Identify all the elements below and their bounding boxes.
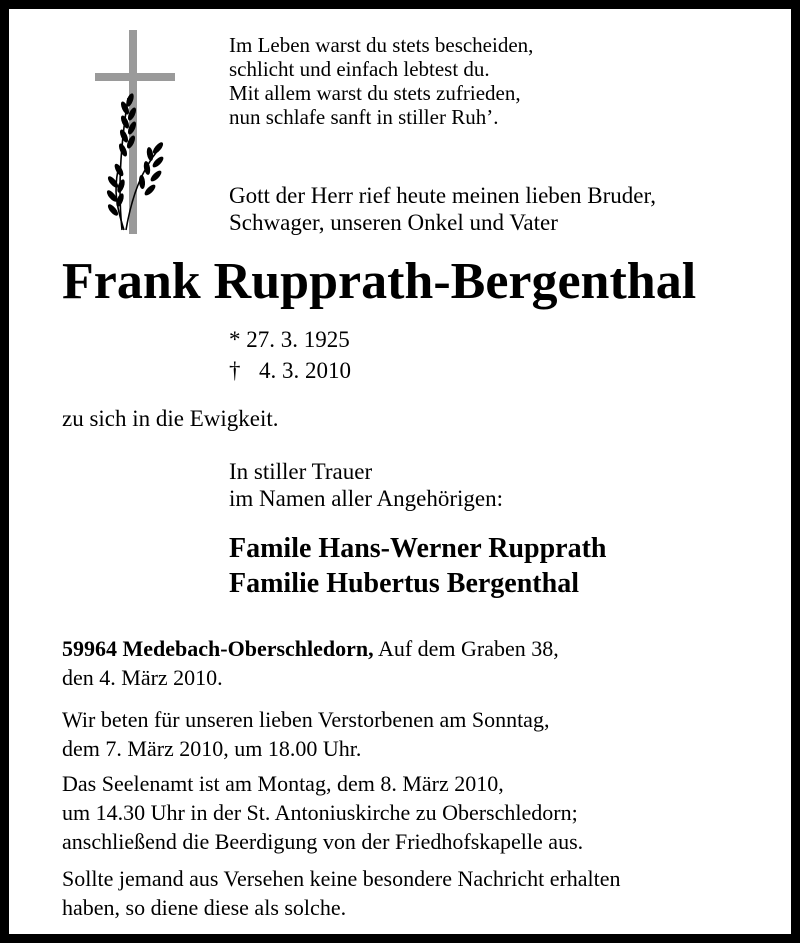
families-block <box>229 531 606 601</box>
death-date: 4. 3. 2010 <box>259 358 351 383</box>
family-name: Familie Hubertus Bergenthal <box>229 568 579 599</box>
poem-line: schlicht und einfach lebtest du. <box>229 57 490 81</box>
notice-note <box>62 864 621 922</box>
family-name: Famile Hans-Werner Rupprath <box>229 533 607 564</box>
note-line: Sollte jemand aus Versehen keine besondere Nachricht erhalten <box>62 866 621 891</box>
dagger-symbol: † <box>229 358 241 383</box>
mourning-line: In stiller Trauer <box>229 459 373 484</box>
address-place: 59964 Medebach-Oberschledorn, <box>62 636 374 661</box>
mourning-text <box>229 458 503 512</box>
birth-date: * 27. 3. 1925 <box>229 327 350 352</box>
note-line: haben, so diene diese als solche. <box>62 895 347 920</box>
address-block <box>62 634 559 692</box>
address-street: Auf dem Graben 38, <box>377 636 559 661</box>
intro-text <box>229 182 656 236</box>
intro-line: Schwager, unseren Onkel und Vater <box>229 210 558 235</box>
prayer-note <box>62 705 549 763</box>
address-date: den 4. März 2010. <box>62 665 223 690</box>
poem-line: Im Leben warst du stets bescheiden, <box>229 33 534 57</box>
requiem-note <box>62 769 583 856</box>
note-line: anschließend die Beerdigung von der Friedhofskapelle aus. <box>62 829 584 854</box>
mourning-line: im Namen aller Angehörigen: <box>229 486 504 511</box>
poem-line: Mit allem warst du stets zufrieden, <box>229 81 521 105</box>
note-line: Das Seelenamt ist am Montag, dem 8. März 2010, <box>62 771 504 796</box>
intro-line: Gott der Herr rief heute meinen lieben Bruder, <box>229 183 656 208</box>
eternity-line: zu sich in die Ewigkeit. <box>62 406 279 431</box>
poem-verse <box>229 33 533 129</box>
poem-line: nun schlafe sanft in stiller Ruh’. <box>229 105 499 129</box>
life-dates <box>229 324 351 386</box>
deceased-name: Frank Rupprath-Bergenthal <box>62 253 697 310</box>
note-line: Wir beten für unseren lieben Verstorbenen am Sonntag, <box>62 707 550 732</box>
note-line: dem 7. März 2010, um 18.00 Uhr. <box>62 736 362 761</box>
address-line <box>62 634 559 663</box>
death-row <box>229 355 351 386</box>
cross-with-wheat-icon <box>92 30 178 234</box>
note-line: um 14.30 Uhr in der St. Antoniuskirche zu Oberschledorn; <box>62 800 578 825</box>
